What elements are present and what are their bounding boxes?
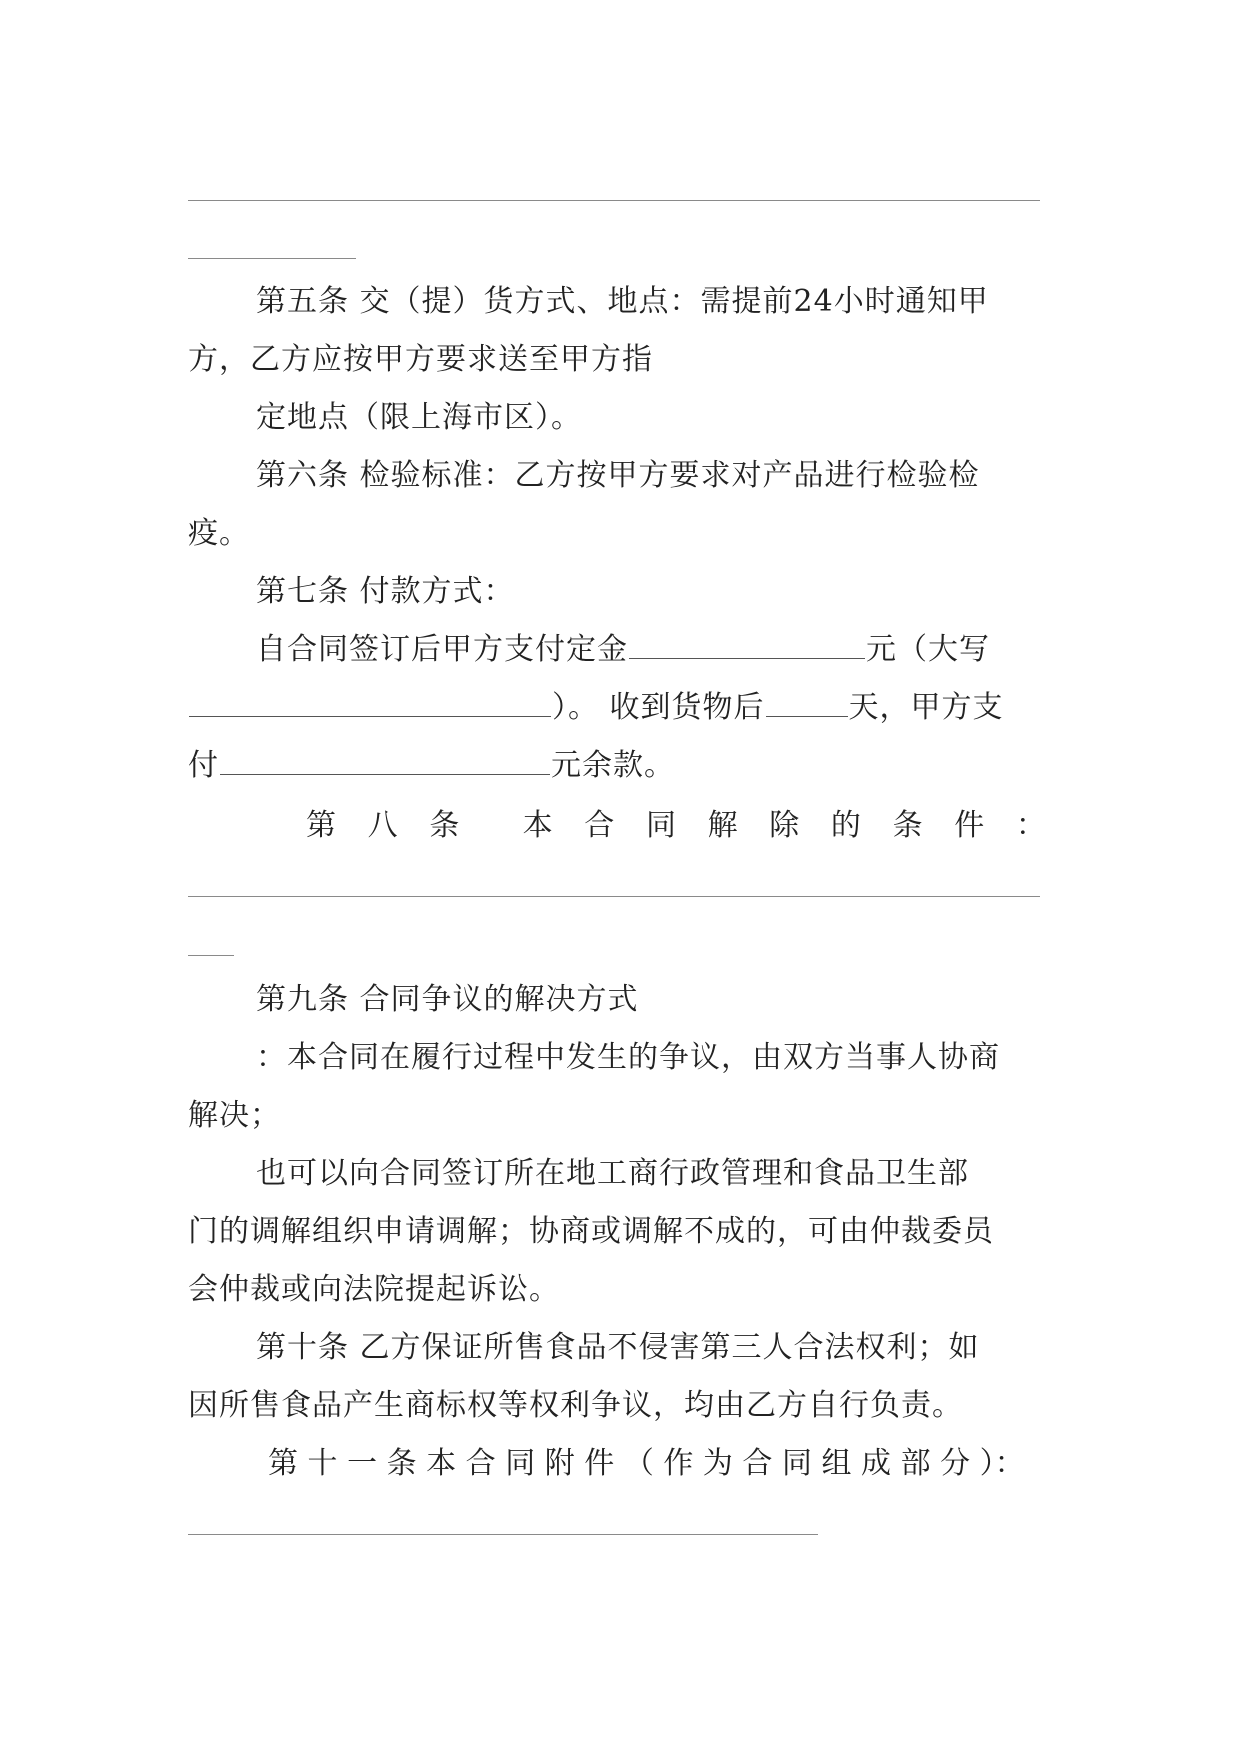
article-7-text: 自合同签订后甲方支付定金 <box>256 632 628 667</box>
article-5-line-3: 定地点（限上海市区）。 <box>256 400 582 435</box>
article-8-title <box>306 806 1046 846</box>
article-5-line-1: 第五条 交（提）货方式、地点：需提前24小时通知甲 <box>256 284 989 319</box>
article-7-line-3 <box>188 688 1004 728</box>
article-9-line-6: 会仲裁或向法院提起诉讼。 <box>188 1272 560 1307</box>
article-7-line-4 <box>188 746 675 786</box>
article-6-line-1: 第六条 检验标准：乙方按甲方要求对产品进行检验检 <box>256 458 980 493</box>
article-8-char: 八 <box>367 808 398 843</box>
balance-amount-blank[interactable] <box>220 748 550 775</box>
article-6-line-2: 疫。 <box>188 516 250 551</box>
blank-rule <box>188 200 1040 201</box>
article-8-char: 件 <box>954 808 985 843</box>
article-9-line-5: 门的调解组织申请调解；协商或调解不成的，可由仲裁委员 <box>188 1214 994 1249</box>
article-7-title: 第七条 付款方式： <box>256 574 515 609</box>
article-8-char: 解 <box>707 808 738 843</box>
article-10-line-1: 第十条 乙方保证所售食品不侵害第三人合法权利；如 <box>256 1330 980 1365</box>
article-10-line-2: 因所售食品产生商标权等权利争议，均由乙方自行负责。 <box>188 1388 963 1423</box>
article-9-line-2: ：本合同在履行过程中发生的争议，由双方当事人协商 <box>256 1040 1000 1075</box>
days-blank[interactable] <box>766 690 848 717</box>
article-7-text: ）。 收到货物后 <box>552 690 765 725</box>
article-9-line-4: 也可以向合同签订所在地工商行政管理和食品卫生部 <box>256 1156 969 1191</box>
article-7-text: 元余款。 <box>551 748 675 783</box>
article-8-char: 同 <box>645 808 676 843</box>
blank-rule <box>188 955 234 956</box>
blank-rule <box>188 896 1040 897</box>
article-8-char: 的 <box>830 808 861 843</box>
article-5-line-2: 方，乙方应按甲方要求送至甲方指 <box>188 342 653 377</box>
article-8-char: 本 <box>522 808 553 843</box>
article-8-char: ： <box>1015 808 1046 843</box>
article-8-char: 合 <box>584 808 615 843</box>
article-8-char: 条 <box>429 808 460 843</box>
article-7-line-2 <box>256 630 990 670</box>
article-8-char: 第 <box>306 808 336 843</box>
deposit-uppercase-blank[interactable] <box>189 690 551 717</box>
article-7-text: 元（大写 <box>866 632 990 667</box>
article-9-title: 第九条 合同争议的解决方式 <box>256 982 639 1017</box>
deposit-amount-blank[interactable] <box>629 632 865 659</box>
blank-rule <box>188 258 356 259</box>
article-8-char: 除 <box>769 808 800 843</box>
attachment-blank-rule[interactable] <box>188 1534 818 1535</box>
article-8-char: 条 <box>892 808 923 843</box>
article-9-line-3: 解决； <box>188 1098 281 1133</box>
article-11-title: 第 十 一 条 本 合 同 附 件 （ 作 为 合 同 组 成 部 分 ）： <box>268 1446 1025 1481</box>
article-7-text: 付 <box>188 748 219 783</box>
article-7-text: 天，甲方支 <box>848 690 1004 725</box>
